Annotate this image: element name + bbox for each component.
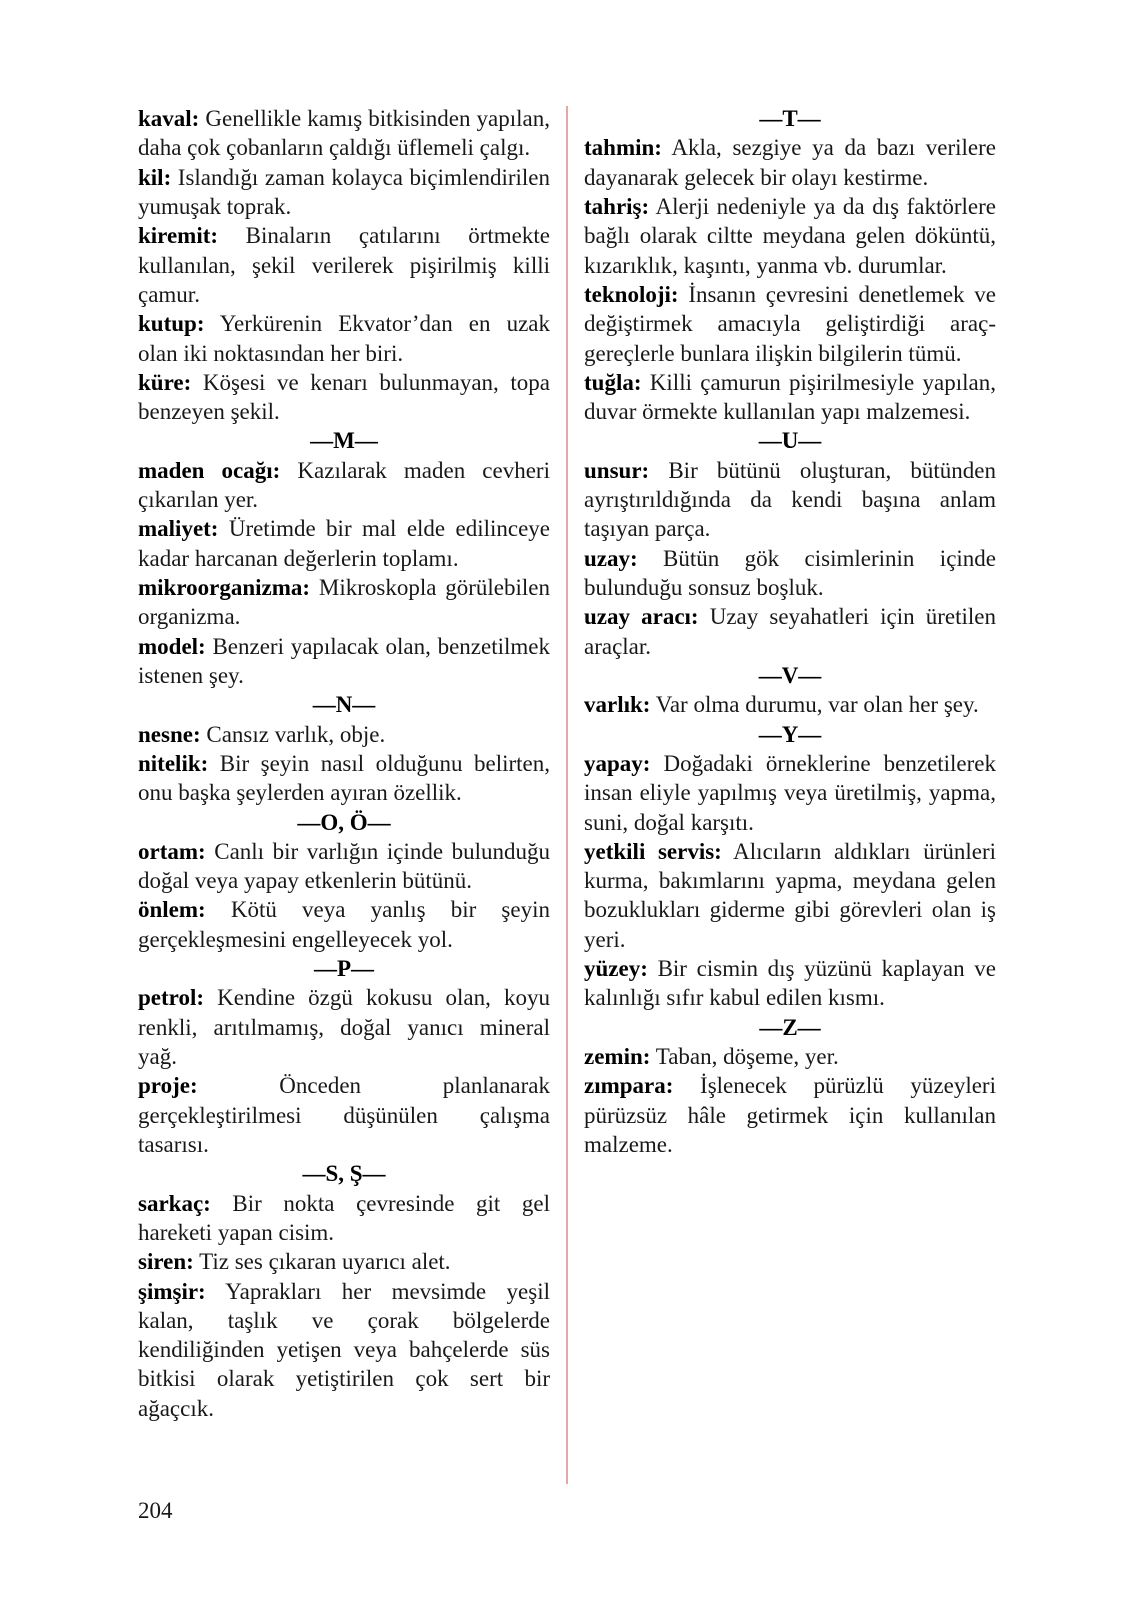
dictionary-entry: sarkaç: Bir nokta çevresinde git gel hareketi yapan cisim.	[138, 1190, 550, 1245]
dictionary-entry: yetkili servis: Alıcıların aldıkları ürünleri kurma, bakımlarını yapma, meydana gelen bozuklukları giderme gibi görevleri olan iş yeri.	[584, 838, 997, 952]
dictionary-entry: uzay aracı: Uzay seyahatleri için üretilen araçlar.	[584, 604, 996, 659]
dictionary-entry: zımpara: İşlenecek pürüzlü yüzeyleri pürüzsüz hâle getirmek için kullanılan malzeme.	[584, 1073, 996, 1157]
column-divider	[566, 106, 568, 1484]
entry-term: maliyet:	[138, 516, 219, 542]
entry-term: tahriş:	[584, 193, 650, 219]
dictionary-entry: nesne: Cansız varlık, obje.	[138, 721, 386, 747]
entry-term: tuğla:	[584, 369, 642, 395]
entry-term: varlık:	[584, 692, 651, 718]
dictionary-entry: tahmin: Akla, sezgiye ya da bazı verilere dayanarak gelecek bir olayı kestirme.	[584, 135, 996, 190]
entry-term: unsur:	[584, 457, 650, 483]
dictionary-entry: siren: Tiz ses çıkaran uyarıcı alet.	[138, 1249, 451, 1275]
dictionary-entry: zemin: Taban, döşeme, yer.	[584, 1044, 839, 1069]
dictionary-entry: ortam: Canlı bir varlığın içinde bulunduğu doğal veya yapay etkenlerin bütünü.	[138, 838, 550, 894]
section-header: —V—	[758, 662, 822, 688]
entry-term: nesne:	[138, 721, 201, 747]
dictionary-entry: şimşir: Yaprakları her mevsimde yeşil kalan, taşlık ve çorak bölgelerde kendiliğinden yetişen veya bahçelerde süs bitkisi olarak yetiştirilen çok sert bir ağaçcık.	[138, 1278, 550, 1421]
entry-term: yüzey:	[584, 956, 648, 982]
section-header: —T—	[759, 106, 821, 131]
section-header: —N—	[312, 692, 376, 718]
entry-term: kil:	[138, 164, 172, 190]
page-number: 204	[138, 1498, 173, 1523]
right-column	[584, 104, 996, 1484]
entry-term: kaval:	[138, 106, 200, 131]
dictionary-entry: kaval: Genellikle kamış bitkisinden yapılan, daha çok çobanların çaldığı üflemeli çalgı.	[138, 106, 550, 161]
entry-term: zımpara:	[584, 1073, 674, 1099]
dictionary-entry: tuğla: Killi çamurun pişirilmesiyle yapılan, duvar örmekte kullanılan yapı malzemesi.	[584, 369, 996, 425]
entry-term: proje:	[138, 1073, 198, 1099]
dictionary-entry: uzay: Bütün gök cisimlerinin içinde bulunduğu sonsuz boşluk.	[584, 545, 996, 600]
entry-term: yetkili servis:	[584, 838, 722, 864]
dictionary-entry: önlem: Kötü veya yanlış bir şeyin gerçekleşmesini engelleyecek yol.	[138, 897, 550, 952]
entry-term: ortam:	[138, 838, 206, 864]
entry-term: mikroorganizma:	[138, 575, 311, 600]
entry-term: nitelik:	[138, 750, 209, 776]
entry-term: siren:	[138, 1249, 194, 1275]
entry-term: kiremit:	[138, 223, 219, 249]
dictionary-entry: yapay: Doğadaki örneklerine benzetilerek insan eliyle yapılmış veya üretilmiş, yapma, suni, doğal karşıtı.	[584, 750, 996, 835]
section-header: —M—	[310, 428, 378, 454]
entry-term: model:	[138, 633, 206, 659]
entry-term: önlem:	[138, 897, 206, 923]
dictionary-entry: yüzey: Bir cismin dış yüzünü kaplayan ve kalınlığı sıfır kabul edilen kısmı.	[584, 956, 996, 1011]
entry-term: uzay aracı:	[584, 604, 699, 630]
dictionary-entry: varlık: Var olma durumu, var olan her şey.	[584, 692, 979, 718]
dictionary-entry: maliyet: Üretimde bir mal elde edilinceye kadar harcanan değerlerin toplamı.	[138, 516, 550, 571]
section-header: —S, Ş—	[302, 1161, 386, 1187]
left-column	[138, 104, 550, 1484]
dictionary-entry: unsur: Bir bütünü oluşturan, bütünden ayrıştırıldığında da kendi başına anlam taşıyan parça.	[584, 457, 996, 542]
entry-term: petrol:	[138, 985, 205, 1011]
entry-term: teknoloji:	[584, 281, 679, 307]
entry-term: zemin:	[584, 1044, 651, 1069]
dictionary-entry: kutup: Yerkürenin Ekvator’dan en uzak olan iki noktasından her biri.	[138, 311, 550, 366]
dictionary-entry: proje: Önceden planlanarak gerçekleştirilmesi düşünülen çalışma tasarısı.	[138, 1073, 550, 1157]
entry-term: küre:	[138, 369, 192, 395]
dictionary-entry: nitelik: Bir şeyin nasıl olduğunu belirten, onu başka şeylerden ayıran özellik.	[138, 750, 550, 806]
dictionary-entry: mikroorganizma: Mikroskopla görülebilen organizma.	[138, 575, 550, 630]
entry-term: kutup:	[138, 311, 205, 337]
two-column-layout	[138, 104, 996, 1484]
section-header: —Y—	[758, 721, 822, 747]
dictionary-entry: maden ocağı: Kazılarak maden cevheri çıkarılan yer.	[138, 457, 550, 513]
dictionary-entry: petrol: Kendine özgü kokusu olan, koyu renkli, arıtılmamış, doğal yanıcı mineral yağ.	[138, 985, 550, 1069]
entry-term: tahmin:	[584, 135, 662, 161]
section-header: —U—	[758, 428, 822, 454]
entry-term: sarkaç:	[138, 1190, 211, 1216]
entry-term: şimşir:	[138, 1278, 206, 1304]
dictionary-entry: kiremit: Binaların çatılarını örtmekte kullanılan, şekil verilerek pişirilmiş killi çamur.	[138, 223, 550, 307]
dictionary-entry: küre: Köşesi ve kenarı bulunmayan, topa benzeyen şekil.	[138, 369, 550, 425]
dictionary-entry: kil: Islandığı zaman kolayca biçimlendirilen yumuşak toprak.	[138, 164, 550, 219]
section-header: —P—	[313, 956, 375, 982]
dictionary-entry: teknoloji: İnsanın çevresini denetlemek ve değiştirmek amacıyla geliştirdiği araç-gereçlerle bunlara ilişkin bilgilerin tümü.	[584, 281, 996, 366]
dictionary-entry: tahriş: Alerji nedeniyle ya da dış faktörlere bağlı olarak ciltte meydana gelen döküntü, kızarıklık, kaşıntı, yanma vb. durumlar.	[584, 193, 996, 278]
dictionary-entry: model: Benzeri yapılacak olan, benzetilmek istenen şey.	[138, 633, 550, 688]
entry-term: uzay:	[584, 545, 638, 571]
section-header: —O, Ö—	[297, 809, 391, 835]
entry-term: yapay:	[584, 750, 651, 776]
entry-term: maden ocağı:	[138, 457, 281, 483]
section-header: —Z—	[759, 1014, 821, 1040]
